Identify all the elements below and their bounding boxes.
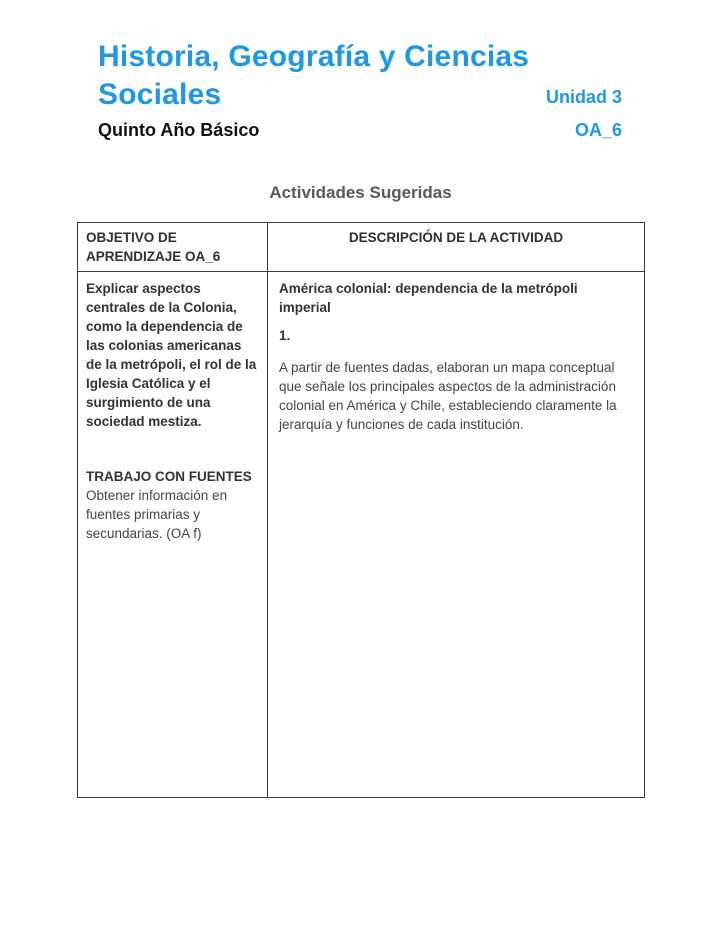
oa-code-label: OA_6: [574, 120, 622, 140]
activities-table: [77, 222, 645, 798]
work-with-sources-heading: TRABAJO CON FUENTES: [86, 469, 252, 484]
activity-cell: [268, 272, 645, 798]
unit-label: Unidad 3: [545, 87, 622, 107]
objective-text: Explicar aspectos centrales de la Colonia, como la dependencia de las colonias americanas de la metrópoli, el rol de la Iglesia Católica y el surgimiento de una sociedad mestiza.: [86, 281, 257, 429]
section-title: Actividades Sugeridas: [269, 183, 452, 202]
activity-number: 1.: [279, 328, 291, 343]
grade-label: Quinto Año Básico: [98, 120, 260, 140]
objective-cell: [78, 272, 268, 798]
activity-column-header: DESCRIPCIÓN DE LA ACTIVIDAD: [268, 223, 645, 272]
objective-column-header: OBJETIVO DE APRENDIZAJE OA_6: [78, 223, 268, 272]
activity-title: América colonial: dependencia de la metrópoli imperial: [279, 281, 578, 315]
work-with-sources-text: Obtener información en fuentes primarias y secundarias. (OA f): [86, 488, 228, 541]
table-header-row: [78, 223, 645, 272]
subtitle-row: [98, 118, 622, 142]
table-body-row: [78, 272, 645, 798]
page-title: Historia, Geografía y Ciencias Sociales: [98, 40, 530, 111]
activity-description: A partir de fuentes dadas, elaboran un mapa conceptual que señale los principales aspectos de la administración colonial en América y Chile, estableciendo claramente la jerarquía y funciones de cada institución.: [279, 360, 617, 432]
document-header: [77, 0, 644, 142]
